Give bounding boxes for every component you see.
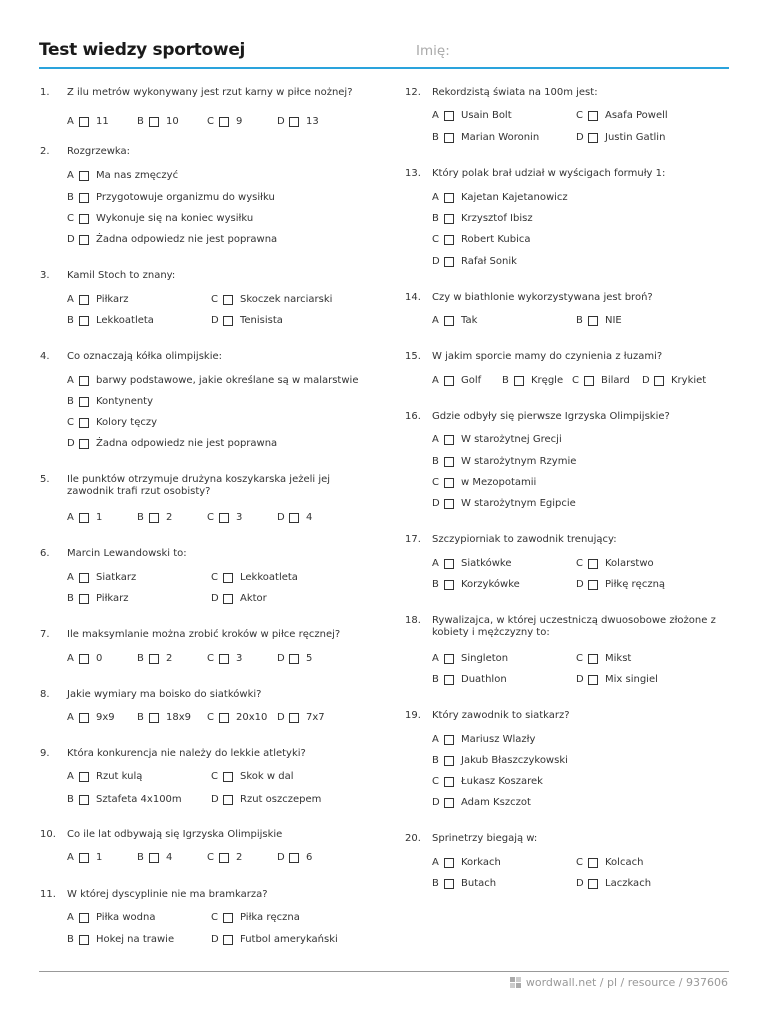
question-number: 14. [405,292,421,303]
answer-checkbox[interactable] [444,235,454,245]
option-label: 18x9 [166,712,192,723]
question-text: Czy w biathlonie wykorzystywana jest broń? [432,292,653,303]
option-letter: B [67,593,74,604]
option-label: Kajetan Kajetanowicz [461,192,568,203]
option-letter: D [576,579,584,590]
option-letter: C [207,712,214,723]
option-letter: D [576,674,584,685]
answer-checkbox[interactable] [219,853,229,863]
option-letter: D [432,797,440,808]
option-letter: D [67,438,75,449]
option-label: 9 [236,116,243,127]
option-label: 11 [96,116,109,127]
option-label: Skok w dal [240,771,294,782]
answer-checkbox[interactable] [79,573,89,583]
option-letter: D [277,512,285,523]
option-letter: A [67,712,74,723]
answer-checkbox[interactable] [79,295,89,305]
answer-checkbox[interactable] [289,513,299,523]
option-letter: C [572,375,579,386]
option-label: Piłkarz [96,593,129,604]
option-label: Krzysztof Ibisz [461,213,533,224]
answer-checkbox[interactable] [444,499,454,509]
footer-divider [39,971,729,972]
option-label: Aktor [240,593,267,604]
answer-checkbox[interactable] [79,418,89,428]
answer-checkbox[interactable] [79,214,89,224]
answer-checkbox[interactable] [444,257,454,267]
question-text: W której dyscyplinie nie ma bramkarza? [67,889,268,900]
option-letter: B [432,456,439,467]
option-letter: B [432,878,439,889]
option-letter: B [432,579,439,590]
option-letter: D [211,794,219,805]
option-label: W starożytnym Rzymie [461,456,577,467]
name-label: Imię: [416,43,450,59]
option-letter: A [67,512,74,523]
option-letter: B [137,712,144,723]
answer-checkbox[interactable] [149,853,159,863]
option-letter: D [432,256,440,267]
option-label: W starożytnym Egipcie [461,498,576,509]
question-text: Który zawodnik to siatkarz? [432,710,570,721]
answer-checkbox[interactable] [79,935,89,945]
option-letter: A [432,375,439,386]
answer-checkbox[interactable] [149,117,159,127]
question-number: 3. [40,270,50,281]
answer-checkbox[interactable] [219,654,229,664]
answer-checkbox[interactable] [444,457,454,467]
answer-checkbox[interactable] [444,316,454,326]
answer-checkbox[interactable] [79,713,89,723]
option-label: Korzykówke [461,579,520,590]
option-letter: D [211,934,219,945]
option-label: Mix singiel [605,674,658,685]
option-label: Bilard [601,375,630,386]
option-label: 1 [96,852,103,863]
option-letter: D [576,878,584,889]
answer-checkbox[interactable] [219,117,229,127]
answer-checkbox[interactable] [149,654,159,664]
option-label: Mikst [605,653,632,664]
option-letter: C [432,234,439,245]
option-label: Jakub Błaszczykowski [461,755,568,766]
answer-checkbox[interactable] [588,580,598,590]
answer-checkbox[interactable] [219,513,229,523]
question-text: Ile punktów otrzymuje drużyna koszykarska jeżeli jej zawodnik trafi rzut osobisty? [67,474,331,497]
option-letter: B [432,755,439,766]
question-number: 19. [405,710,421,721]
option-label: Piłkę ręczną [605,579,666,590]
option-label: Justin Gatlin [605,132,666,143]
option-label: Kontynenty [96,396,154,407]
question-number: 15. [405,351,421,362]
answer-checkbox[interactable] [223,913,233,923]
option-letter: A [432,434,439,445]
option-letter: B [67,794,74,805]
option-letter: B [432,132,439,143]
option-label: Piłka ręczna [240,912,300,923]
option-letter: D [576,132,584,143]
question-text: Szczypiorniak to zawodnik trenujący: [432,534,617,545]
question-number: 20. [405,833,421,844]
option-letter: B [432,213,439,224]
option-letter: C [432,776,439,787]
option-label: Piłkarz [96,294,129,305]
question-number: 12. [405,87,421,98]
option-label: 3 [236,653,243,664]
option-label: Robert Kubica [461,234,531,245]
option-letter: A [67,375,74,386]
question-text: Kamil Stoch to znany: [67,270,176,281]
answer-checkbox[interactable] [588,133,598,143]
option-label: Laczkach [605,878,652,889]
option-label: Sztafeta 4x100m [96,794,182,805]
option-letter: A [67,852,74,863]
option-label: 7x7 [306,712,325,723]
option-letter: C [576,857,583,868]
answer-checkbox[interactable] [79,397,89,407]
option-label: barwy podstawowe, jakie określane są w malarstwie [96,375,359,386]
question-number: 8. [40,689,50,700]
option-letter: D [67,234,75,245]
question-number: 2. [40,146,50,157]
option-letter: C [211,912,218,923]
answer-checkbox[interactable] [149,713,159,723]
option-label: 6 [306,852,313,863]
answer-checkbox[interactable] [444,756,454,766]
option-letter: B [432,674,439,685]
option-label: Kolory tęczy [96,417,158,428]
answer-checkbox[interactable] [444,798,454,808]
option-label: Tak [461,315,478,326]
answer-checkbox[interactable] [223,316,233,326]
header [39,40,729,68]
option-label: 5 [306,653,313,664]
question-text: Rekordzistą świata na 100m jest: [432,87,598,98]
option-label: Duathlon [461,674,507,685]
option-letter: A [432,857,439,868]
answer-checkbox[interactable] [79,171,89,181]
option-label: Korkach [461,857,501,868]
option-letter: D [211,593,219,604]
option-letter: C [67,213,74,224]
option-letter: C [211,572,218,583]
answer-checkbox[interactable] [289,654,299,664]
question-text: Gdzie odbyły się pierwsze Igrzyska Olimpijskie? [432,411,670,422]
answer-checkbox[interactable] [79,594,89,604]
option-letter: B [67,192,74,203]
option-letter: B [67,396,74,407]
question-text: Ile maksymlanie można zrobić kroków w piłce ręcznej? [67,629,341,640]
answer-checkbox[interactable] [588,559,598,569]
question-text: Jakie wymiary ma boisko do siatkówki? [67,689,262,700]
option-label: Asafa Powell [605,110,668,121]
header-divider [39,67,729,69]
question-number: 1. [40,87,50,98]
option-letter: C [432,477,439,488]
option-letter: C [207,512,214,523]
option-label: Mariusz Wlazły [461,734,536,745]
answer-checkbox[interactable] [289,713,299,723]
option-label: Futbol amerykański [240,934,338,945]
answer-checkbox[interactable] [223,772,233,782]
question-text: Sprinetrzy biegają w: [432,833,538,844]
question-number: 5. [40,474,50,485]
answer-checkbox[interactable] [223,295,233,305]
option-label: 20x10 [236,712,268,723]
option-letter: A [432,192,439,203]
option-label: Siatkówke [461,558,512,569]
option-label: Żadna odpowiedz nie jest poprawna [96,234,278,245]
question-number: 6. [40,548,50,559]
option-label: Kręgle [531,375,564,386]
answer-checkbox[interactable] [444,111,454,121]
option-letter: A [67,572,74,583]
option-letter: A [432,734,439,745]
option-letter: D [642,375,650,386]
answer-checkbox[interactable] [444,376,454,386]
answer-checkbox[interactable] [588,111,598,121]
wordwall-logo-icon [510,977,521,988]
answer-checkbox[interactable] [588,858,598,868]
question-text: Co oznaczają kółka olimpijskie: [67,351,223,362]
question-number: 13. [405,168,421,179]
option-label: Lekkoatleta [96,315,154,326]
question-number: 17. [405,534,421,545]
option-label: Kolcach [605,857,644,868]
option-letter: C [207,852,214,863]
question-number: 18. [405,615,421,626]
question-text: Marcin Lewandowski to: [67,548,187,559]
option-label: Adam Kszczot [461,797,531,808]
option-label: Rzut oszczepem [240,794,322,805]
answer-checkbox[interactable] [444,478,454,488]
answer-checkbox[interactable] [223,573,233,583]
answer-checkbox[interactable] [444,580,454,590]
question-text: Co ile lat odbywają się Igrzyska Olimpijskie [67,829,283,840]
option-label: 1 [96,512,103,523]
option-letter: A [67,294,74,305]
option-letter: B [137,852,144,863]
answer-checkbox[interactable] [444,133,454,143]
option-label: Usain Bolt [461,110,512,121]
answer-checkbox[interactable] [79,853,89,863]
option-label: Piłka wodna [96,912,156,923]
option-label: Ma nas zmęczyć [96,170,179,181]
answer-checkbox[interactable] [79,316,89,326]
source-link[interactable]: wordwall.net / pl / resource / 937606 [525,976,728,989]
answer-checkbox[interactable] [444,675,454,685]
option-letter: D [211,315,219,326]
answer-checkbox[interactable] [514,376,524,386]
answer-checkbox[interactable] [444,214,454,224]
option-letter: B [137,653,144,664]
option-label: Żadna odpowiedz nie jest poprawna [96,438,278,449]
option-letter: B [137,116,144,127]
answer-checkbox[interactable] [444,193,454,203]
option-label: Rzut kulą [96,771,143,782]
option-label: Siatkarz [96,572,137,583]
option-letter: A [67,116,74,127]
option-label: Lekkoatleta [240,572,298,583]
question-number: 16. [405,411,421,422]
question-text: Z ilu metrów wykonywany jest rzut karny w piłce nożnej? [67,87,353,98]
option-label: 10 [166,116,179,127]
option-letter: D [277,116,285,127]
answer-checkbox[interactable] [444,879,454,889]
option-letter: C [211,771,218,782]
answer-checkbox[interactable] [79,795,89,805]
answer-checkbox[interactable] [79,439,89,449]
option-letter: A [67,771,74,782]
option-label: 2 [166,512,173,523]
option-letter: A [67,170,74,181]
option-label: NIE [605,315,622,326]
option-letter: B [67,315,74,326]
answer-checkbox[interactable] [79,654,89,664]
answer-checkbox[interactable] [79,235,89,245]
option-letter: A [67,912,74,923]
option-letter: B [137,512,144,523]
answer-checkbox[interactable] [219,713,229,723]
option-label: 3 [236,512,243,523]
question-number: 9. [40,748,50,759]
answer-checkbox[interactable] [444,858,454,868]
option-letter: C [207,116,214,127]
option-label: 2 [166,653,173,664]
option-letter: A [432,110,439,121]
option-label: 4 [306,512,313,523]
option-letter: C [576,110,583,121]
answer-checkbox[interactable] [149,513,159,523]
answer-checkbox[interactable] [79,772,89,782]
option-label: 9x9 [96,712,115,723]
option-label: Wykonuje się na koniec wysiłku [96,213,254,224]
option-label: Tenisista [240,315,283,326]
option-letter: C [207,653,214,664]
answer-checkbox[interactable] [223,935,233,945]
option-letter: C [576,653,583,664]
option-label: Golf [461,375,482,386]
option-label: W starożytnej Grecji [461,434,562,445]
question-text: W jakim sporcie mamy do czynienia z łuzami? [432,351,663,362]
question-number: 4. [40,351,50,362]
option-label: w Mezopotamii [461,477,537,488]
option-label: Rafał Sonik [461,256,517,267]
option-label: Krykiet [671,375,707,386]
option-label: Marian Woronin [461,132,540,143]
question-text: Rozgrzewka: [67,146,131,157]
answer-checkbox[interactable] [444,735,454,745]
answer-checkbox[interactable] [584,376,594,386]
option-label: 4 [166,852,173,863]
answer-checkbox[interactable] [79,376,89,386]
option-letter: D [432,498,440,509]
option-letter: C [576,558,583,569]
answer-checkbox[interactable] [444,559,454,569]
option-label: Przygotowuje organizmu do wysiłku [96,192,275,203]
option-letter: D [277,653,285,664]
option-letter: D [277,852,285,863]
answer-checkbox[interactable] [223,795,233,805]
footer [510,976,728,989]
option-letter: C [67,417,74,428]
option-label: Kolarstwo [605,558,654,569]
question-text: Rywalizajca, w której uczestniczą dwuosobowe złożone z kobiety i mężczyzny to: [432,615,716,638]
option-letter: B [576,315,583,326]
option-letter: C [211,294,218,305]
answer-checkbox[interactable] [444,777,454,787]
option-label: Butach [461,878,497,889]
answer-checkbox[interactable] [289,853,299,863]
answer-checkbox[interactable] [588,879,598,889]
option-letter: A [432,315,439,326]
answer-checkbox[interactable] [79,513,89,523]
option-label: Łukasz Koszarek [461,776,543,787]
question-text: Która konkurencja nie należy do lekkie atletyki? [67,748,306,759]
option-label: 0 [96,653,103,664]
option-label: 2 [236,852,243,863]
answer-checkbox[interactable] [588,675,598,685]
answer-checkbox[interactable] [79,117,89,127]
option-label: Skoczek narciarski [240,294,333,305]
option-letter: A [67,653,74,664]
question-text: Który polak brał udział w wyścigach formuły 1: [432,168,666,179]
option-letter: A [432,653,439,664]
answer-checkbox[interactable] [444,654,454,664]
answer-checkbox[interactable] [654,376,664,386]
answer-checkbox[interactable] [289,117,299,127]
answer-checkbox[interactable] [79,193,89,203]
answer-checkbox[interactable] [223,594,233,604]
answer-checkbox[interactable] [79,913,89,923]
answer-checkbox[interactable] [588,654,598,664]
question-number: 7. [40,629,50,640]
option-label: Hokej na trawie [96,934,175,945]
option-letter: D [277,712,285,723]
option-label: Singleton [461,653,509,664]
option-letter: A [432,558,439,569]
answer-checkbox[interactable] [444,435,454,445]
question-number: 11. [40,889,56,900]
option-label: 13 [306,116,319,127]
option-letter: B [67,934,74,945]
option-letter: B [502,375,509,386]
answer-checkbox[interactable] [588,316,598,326]
question-number: 10. [40,829,56,840]
page-title: Test wiedzy sportowej [39,40,246,60]
